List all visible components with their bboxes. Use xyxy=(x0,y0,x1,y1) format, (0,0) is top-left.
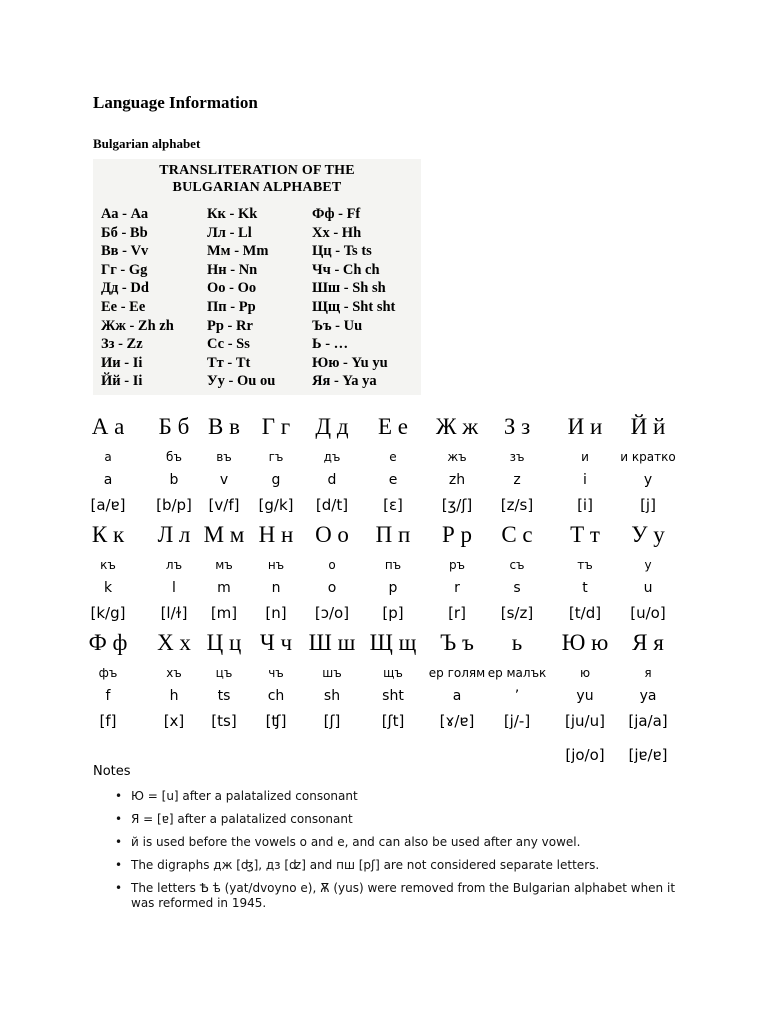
transliteration-entry: Аа - Аа xyxy=(101,206,149,222)
alphabet-latin: d xyxy=(327,472,337,488)
alphabet-latin: y xyxy=(643,472,653,488)
alphabet-latin: ch xyxy=(267,688,285,704)
alphabet-letter: Х х xyxy=(157,630,191,655)
alphabet-name: мъ xyxy=(215,558,233,572)
transliteration-entry: Нн - Nn xyxy=(207,261,258,278)
transliteration-entry: Яя - Ya ya xyxy=(312,373,377,390)
transliteration-entry: Шш - Sh sh xyxy=(312,280,386,297)
alphabet-ipa: [g/k] xyxy=(258,496,294,514)
alphabet-ipa: [z/s] xyxy=(500,496,534,514)
alphabet-latin: t xyxy=(582,580,588,596)
note-item: • Я = [ɐ] after a palatalized consonant xyxy=(93,812,693,827)
transliteration-column-2 xyxy=(207,205,275,391)
alphabet-latin: sht xyxy=(382,688,404,704)
alphabet-letter: Р р xyxy=(441,522,473,547)
transliteration-entry: Тт - Tt xyxy=(207,354,251,371)
alphabet-latin: p xyxy=(388,580,398,596)
alphabet-ipa: [l/ɫ] xyxy=(160,604,188,622)
alphabet-letter: Щ щ xyxy=(369,630,417,655)
note-item: • The digraphs дж [ʤ], дз [ʣ] and пш [pʃ] are not considered separate letters. xyxy=(93,858,693,873)
alphabet-letter: И и xyxy=(567,414,603,439)
transliteration-entry: Щщ - Sht sht xyxy=(312,298,396,315)
alphabet-name: щъ xyxy=(383,666,403,680)
alphabet-latin: yu xyxy=(576,688,594,704)
alphabet-name: ю xyxy=(579,666,591,680)
alphabet-latin: f xyxy=(105,688,111,704)
alphabet-ipa: [ɔ/o] xyxy=(314,604,350,622)
alphabet-ipa: [t/d] xyxy=(568,604,602,622)
alphabet-ipa: [j] xyxy=(640,496,656,514)
transliteration-entry: Лл - Ll xyxy=(207,224,252,241)
alphabet-name: фъ xyxy=(98,666,118,680)
alphabet-ipa: [j/-] xyxy=(503,712,531,730)
alphabet-latin: h xyxy=(169,688,179,704)
alphabet-ipa: [m] xyxy=(210,604,238,622)
alphabet-name: а xyxy=(104,450,112,464)
alphabet-ipa: [i] xyxy=(577,496,593,514)
alphabet-letter: Д д xyxy=(315,414,349,439)
alphabet-name: зъ xyxy=(509,450,525,464)
alphabet-name: съ xyxy=(509,558,525,572)
alphabet-letter: А а xyxy=(91,414,125,439)
alphabet-name: и кратко xyxy=(620,450,676,464)
alphabet-name: чъ xyxy=(268,666,284,680)
note-item: • The letters Ѣ ѣ (yat/dvoyno e), Ѫ (yus) were removed from the Bulgarian alphabet when it was reformed in 1945. xyxy=(93,881,693,911)
alphabet-name: о xyxy=(328,558,336,572)
alphabet-latin: zh xyxy=(448,472,466,488)
alphabet-ipa: [s/z] xyxy=(500,604,534,622)
transliteration-entry: Хх - Hh xyxy=(312,224,362,241)
alphabet-ipa: [u/o] xyxy=(630,604,666,622)
transliteration-entry: Ии - Ii xyxy=(101,354,143,371)
notes-heading: Notes xyxy=(93,764,131,779)
transliteration-heading-line-1: TRANSLITERATION OF THE xyxy=(159,163,355,178)
alphabet-latin: a xyxy=(452,688,462,704)
alphabet-name: лъ xyxy=(165,558,183,572)
page-title: Language Information xyxy=(93,93,258,112)
transliteration-entry: Сс - Ss xyxy=(207,336,250,353)
alphabet-letter: Я я xyxy=(632,630,664,655)
note-item: • Ю = [u] after a palatalized consonant xyxy=(93,789,693,804)
alphabet-latin: n xyxy=(271,580,281,596)
alphabet-ipa: [ʧ] xyxy=(265,712,287,730)
alphabet-latin: l xyxy=(172,580,176,596)
transliteration-column-3 xyxy=(312,205,395,391)
alphabet-letter: Г г xyxy=(261,414,291,439)
alphabet-ipa: [ju/u] xyxy=(565,712,605,730)
transliteration-entry: Чч - Ch ch xyxy=(312,261,380,278)
transliteration-entry: Оо - Оо xyxy=(207,280,257,297)
alphabet-latin: ’ xyxy=(514,688,520,704)
alphabet-ipa: [ts] xyxy=(211,712,237,730)
alphabet-letter: Ж ж xyxy=(435,414,479,439)
alphabet-ipa: [ʃ] xyxy=(323,712,341,730)
alphabet-name: хъ xyxy=(166,666,182,680)
transliteration-heading-line-2: BULGARIAN ALPHABET xyxy=(172,180,342,195)
alphabet-letter: ь xyxy=(511,630,523,655)
alphabet-letter: Н н xyxy=(258,522,294,547)
alphabet-ipa: [x] xyxy=(163,712,185,730)
alphabet-name: бъ xyxy=(166,450,182,464)
alphabet-letter: М м xyxy=(203,522,245,547)
transliteration-entry: Вв - Vv xyxy=(101,243,149,260)
alphabet-latin: a xyxy=(103,472,113,488)
alphabet-letter: Ч ч xyxy=(259,630,293,655)
alphabet-letter: Т т xyxy=(570,522,600,547)
transliteration-entry: Рр - Rr xyxy=(207,317,253,334)
alphabet-name: е xyxy=(389,450,397,464)
alphabet-latin: g xyxy=(271,472,281,488)
alphabet-letter: Б б xyxy=(158,414,190,439)
transliteration-column-1 xyxy=(101,205,174,391)
alphabet-letter: К к xyxy=(91,522,125,547)
notes-list xyxy=(93,789,693,919)
transliteration-entry: Юю - Yu yu xyxy=(312,354,388,371)
alphabet-ipa: [ɛ] xyxy=(383,496,403,514)
alphabet-name: дъ xyxy=(323,450,341,464)
alphabet-ipa: [ɤ/ɐ] xyxy=(439,712,475,730)
transliteration-entry: Цц - Ts ts xyxy=(312,243,372,260)
alphabet-letter: Ц ц xyxy=(206,630,242,655)
alphabet-letter: У у xyxy=(631,522,665,547)
alphabet-latin: z xyxy=(513,472,521,488)
alphabet-letter: Ю ю xyxy=(561,630,609,655)
alphabet-name: цъ xyxy=(215,666,233,680)
transliteration-entry: Ъъ - Uu xyxy=(312,317,363,334)
alphabet-letter: П п xyxy=(375,522,411,547)
alphabet-letter: В в xyxy=(208,414,240,439)
alphabet-letter: Й й xyxy=(630,414,666,439)
alphabet-latin: ya xyxy=(639,688,657,704)
alphabet-letter: Ш ш xyxy=(308,630,356,655)
transliteration-entry: Йй - Ii xyxy=(101,373,143,390)
alphabet-ipa: [d/t] xyxy=(315,496,349,514)
alphabet-latin: ts xyxy=(217,688,231,704)
alphabet-ipa: [r] xyxy=(448,604,466,622)
transliteration-entry: Мм - Mm xyxy=(207,243,269,260)
transliteration-entry: Ь - … xyxy=(312,336,349,353)
alphabet-latin: i xyxy=(583,472,587,488)
alphabet-letter: Ф ф xyxy=(88,630,128,655)
alphabet-latin: b xyxy=(169,472,179,488)
alphabet-latin: u xyxy=(643,580,653,596)
transliteration-entry: Кк - Kk xyxy=(207,206,258,222)
note-item: • й is used before the vowels o and e, and can also be used after any vowel. xyxy=(93,835,693,850)
alphabet-name: у xyxy=(644,558,652,572)
alphabet-name: нъ xyxy=(267,558,285,572)
transliteration-entry: Гг - Gg xyxy=(101,261,148,278)
alphabet-name: тъ xyxy=(577,558,593,572)
alphabet-letter: С с xyxy=(501,522,533,547)
transliteration-entry: Зз - Zz xyxy=(101,336,143,353)
alphabet-name: ер голям xyxy=(428,666,486,680)
alphabet-name: пъ xyxy=(384,558,402,572)
alphabet-latin: r xyxy=(454,580,460,596)
alphabet-name: я xyxy=(644,666,652,680)
alphabet-ipa-alt: [jo/o] xyxy=(565,746,605,764)
alphabet-latin: m xyxy=(217,580,231,596)
alphabet-name: гъ xyxy=(268,450,284,464)
transliteration-entry: Уу - Ou ou xyxy=(207,373,276,390)
alphabet-ipa: [b/p] xyxy=(156,496,192,514)
alphabet-ipa: [v/f] xyxy=(208,496,240,514)
transliteration-entry: Жж - Zh zh xyxy=(101,317,174,334)
alphabet-name: въ xyxy=(216,450,232,464)
transliteration-entry: Фф - Ff xyxy=(312,206,361,222)
alphabet-letter: О о xyxy=(315,522,349,547)
transliteration-entry: Бб - Bb xyxy=(101,224,148,241)
alphabet-letter: Л л xyxy=(157,522,191,547)
alphabet-ipa: [ʃt] xyxy=(381,712,405,730)
alphabet-ipa: [f] xyxy=(99,712,117,730)
alphabet-latin: s xyxy=(513,580,521,596)
alphabet-name: къ xyxy=(100,558,116,572)
alphabet-name: и xyxy=(581,450,589,464)
section-subtitle: Bulgarian alphabet xyxy=(93,136,201,151)
alphabet-latin: sh xyxy=(323,688,341,704)
alphabet-ipa: [k/g] xyxy=(90,604,126,622)
alphabet-name: ер малък xyxy=(487,666,547,680)
transliteration-entry: Пп - Pp xyxy=(207,298,256,315)
alphabet-ipa: [n] xyxy=(265,604,287,622)
alphabet-ipa: [ja/a] xyxy=(628,712,668,730)
alphabet-name: ръ xyxy=(448,558,466,572)
alphabet-latin: e xyxy=(388,472,398,488)
alphabet-name: жъ xyxy=(447,450,467,464)
alphabet-letter: З з xyxy=(503,414,531,439)
alphabet-ipa: [ʒ/ʃ] xyxy=(441,496,473,514)
alphabet-ipa: [a/ɐ] xyxy=(90,496,126,514)
transliteration-table xyxy=(93,159,421,395)
alphabet-latin: o xyxy=(327,580,337,596)
transliteration-entry: Дд - Dd xyxy=(101,280,149,297)
alphabet-ipa-alt: [jɐ/ɐ] xyxy=(628,746,668,764)
alphabet-latin: k xyxy=(103,580,113,596)
alphabet-letter: Ъ ъ xyxy=(440,630,474,655)
transliteration-entry: Ее - Ее xyxy=(101,298,146,315)
alphabet-name: шъ xyxy=(322,666,342,680)
alphabet-ipa: [p] xyxy=(382,604,404,622)
alphabet-letter: Е е xyxy=(377,414,408,439)
alphabet-latin: v xyxy=(219,472,229,488)
